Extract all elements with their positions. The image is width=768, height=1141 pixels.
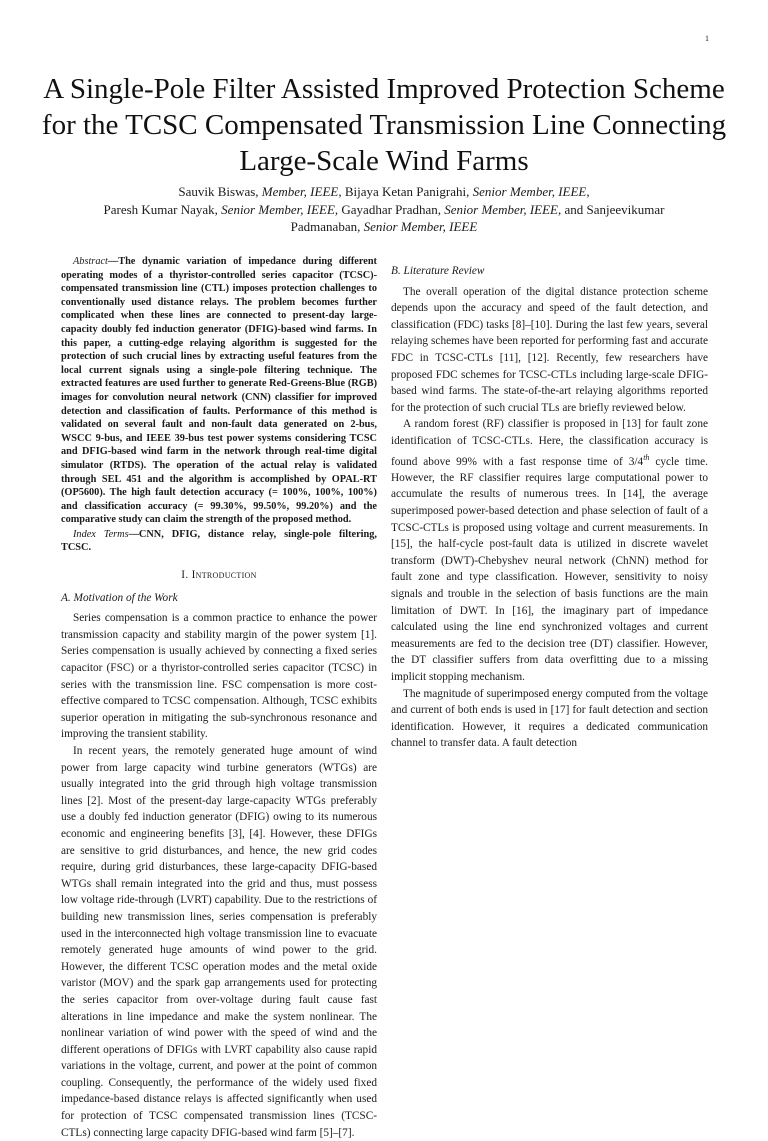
index-terms <box>61 528 377 555</box>
author-name: Sauvik Biswas, <box>178 184 262 199</box>
body-paragraph: Series compensation is a common practice to enhance the power transmission capacity and stability margin of the power system [1]. Series compensation is usually achieved by connecting a fixed series capacitor (FSC) or a thyristor-controlled series capacitor (TCSC) in series with the transmission line. FSC compensation is more cost-effective compared to TCSC compensation. Although, TCSC exhibits superior operation in mitigating the sub-synchronous resonance and improving the transient stability. <box>61 612 377 741</box>
body-paragraph: In recent years, the remotely generated huge amount of wind power from large capacity wind turbine generators (WTGs) are usually integrated into the grid through high voltage transmission lines [2]. Most of the present-day large-capacity WTGs preferably use a doubly fed induction generator (DFIG) owing to its numerous economic and engineering benefits [3], [4]. However, these DFIGs are sensitive to grid disturbances, and hence, the new grid codes require, during grid disturbances, these large-capacity DFIG-based WTGs shall remain integrated into the grid and thus, must possess low voltage ride-through (LVRT) capability. Due to the restrictions of building new transmission lines, series compensation is preferably used in the interconnected high voltage transmission line to evacuate remotely generated huge amounts of wind power to the grid. However, the different TCSC operation modes and the metal oxide varistor (MOV) and the spark gap arrangements used for protecting the series capacitor from over-voltage during fault cause fast alterations in line impedance and make the system nonlinear. The nonlinear variation of wind power with the speed of wind and the different operations of DFIGs with LVRT capability also cause rapid variations in the voltage, current, and power at the point of common coupling. Consequently, the performance of the widely used fixed impedance-based distance relays is affected significantly when used for protection of TCSC compensated transmission lines (TCSC-CTLs) connecting large capacity DFIG-based wind farm [5]–[7]. <box>61 745 377 1139</box>
page-number: 1 <box>705 34 709 43</box>
left-column <box>61 255 377 1141</box>
right-column <box>391 255 708 752</box>
subsection-heading: B. Literature Review <box>391 265 485 277</box>
superscript: th <box>643 452 650 462</box>
body-paragraph <box>391 416 708 685</box>
paper-title: A Single-Pole Filter Assisted Improved Protection Scheme for the TCSC Compensated Transmission Line Connecting Large-Scale Wind Farms <box>41 73 727 177</box>
author-list <box>40 183 728 236</box>
paragraph-text: cycle time. However, the RF classifier requires large computational power to accumulate the results of numerous trees. In [14], the average superimposed power-based detection and phase selection of fault of a TCSC-CTLs is proposed using voltage and current measurements. In [15], the half-cycle post-fault data is utilized in discrete wavelet transform (DWT)-Chebyshev neural network (ChNN) method for fault zone and type classification. However, sensitivity to noisy signals and trouble in the selection of basis functions are the main limitation of DWT. In [16], the imaginary part of impedance calculated using the line end synchronized voltages and current measurements are fed to the decision tree (DT) classifier. However, the DT classifier suffers from data overfitting due to a missing implicit stopping mechanism. <box>391 455 708 684</box>
author-name: Padmanaban, <box>290 219 364 234</box>
author-line-2 <box>40 201 728 219</box>
abstract <box>61 255 377 527</box>
paragraph-text: A random forest (RF) classifier is proposed in [13] for fault zone identification of TCSC-CTLs. Here, the classification accuracy is found above 99% with a fast response time of 3/4 <box>391 418 708 468</box>
subsection-heading: A. Motivation of the Work <box>61 591 178 604</box>
author-membership: Senior Member, IEEE, <box>472 184 590 199</box>
author-name: Paresh Kumar Nayak, <box>103 201 222 217</box>
abstract-lead: Abstract <box>73 256 108 267</box>
abstract-text: —The dynamic variation of impedance during different operating modes of a thyristor-controlled series capacitor (TCSC)-compensated transmission line (CTL) imposes protection challenges to conventionally used distance relays. The problem becomes further complicated when these lines are connected to present-day large-capacity doubly fed induction generator (DFIG)-based wind farms. In this paper, a cutting-edge relaying algorithm is suggested for the protection of such crucial lines by extracting useful features from the local current signals using a single-pole filtering technique. The extracted features are used further to generate Red-Greens-Blue (RGB) images for convolution neural network (CNN) classifier for improved detection and classification of faults. Performance of this method is validated on several fault and non-fault data generated on 2-bus, WSCC 9-bus, and IEEE 39-bus test power systems considering TCSC and DFIG-based wind farm in the network through real-time digital simulator (RTDS). The operation of the actual relay is validated through SEL 451 and the algorithm is accomplished by OPAL-RT (OP5600). The high fault detection accuracy (= 100%, 100%, 100%) and classification accuracy (= 99.30%, 99.50%, 99.20%) and the comparative study can claim the strength of the proposed method. <box>61 256 377 526</box>
section-heading: I. Introduction <box>181 569 257 582</box>
index-terms-text: —CNN, DFIG, distance relay, single-pole filtering, TCSC. <box>61 528 377 554</box>
author-membership: Member, IEEE, <box>261 184 342 199</box>
index-terms-lead: Index Terms <box>73 528 129 540</box>
author-membership: Senior Member, IEEE <box>363 219 478 234</box>
author-line-3 <box>40 218 728 236</box>
author-line-1 <box>40 183 728 201</box>
author-name: Gayadhar Pradhan, <box>338 201 445 217</box>
author-membership: Senior Member, IEEE, <box>444 201 562 217</box>
body-paragraph: The magnitude of superimposed energy computed from the voltage and current of both ends is used in [17] for fault detection and section identification. However, it requires a dedicated communication channel to transfer data. A fault detection <box>391 687 708 750</box>
author-name: Bijaya Ketan Panigrahi, <box>341 184 473 199</box>
author-name: and Sanjeevikumar <box>561 201 665 217</box>
author-membership: Senior Member, IEEE, <box>221 201 339 217</box>
body-paragraph: The overall operation of the digital distance protection scheme depends upon the accuracy and speed of the fault detection, and classification (FDC) tasks [8]–[10]. During the last few years, several relaying schemes have been reported for performing fast and accurate FDC in TCSC-CTLs [11], [12]. Recently, few researchers have proposed FDC schemes for TCSC-CTLs including large-scale DFIG-based wind farms. The state-of-the-art relaying algorithms reported for the protection of such crucial TLs are briefly reviewed below. <box>391 285 708 414</box>
